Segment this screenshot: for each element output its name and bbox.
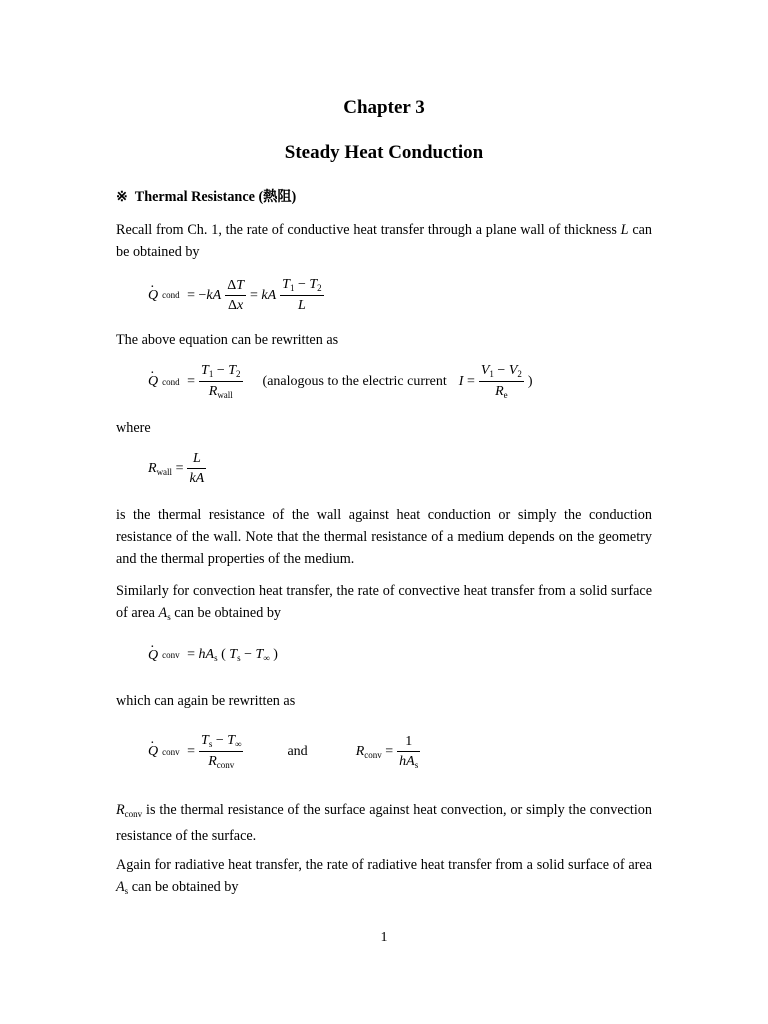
page-number: 1	[380, 930, 388, 945]
reference-mark-icon: ※	[116, 189, 128, 205]
paragraph-where: where	[116, 420, 151, 436]
paragraph-7: Again for radiative heat transfer, the rate of radiative heat transfer from a solid surface of area $A_s$ can be obtained by	[116, 857, 652, 896]
equation-conduction-resistance-form: · Q cond = $\frac{T_1 - T_2}{R_{wall}}$ (analogous to the electric current I = $\frac{V_1 - V_2}{R_e}$ )	[148, 364, 533, 400]
paragraph-4: Similarly for convection heat transfer, the rate of convective heat transfer from a solid surface of area $A_s$ can be obtained by	[116, 583, 652, 622]
paragraph-5: which can again be rewritten as	[116, 693, 296, 709]
equation-convection-resistance-form: · Q conv = $\frac{T_s - T_\infty}{R_{conv}}$ and $R_{conv}$ = $\frac{1}{hA_s}$	[148, 734, 420, 770]
section-heading-text: Thermal Resistance (熱阻)	[134, 189, 297, 205]
section-heading	[116, 186, 652, 208]
paragraph-2: The above equation can be rewritten as	[116, 332, 339, 348]
equation-convection-rate: · Q conv = $hA_s$ ( $T_s - T_\infty$ )	[148, 648, 278, 663]
paragraph-3: is the thermal resistance of the wall against heat conduction or simply the conduction resistance of the wall. Note that the thermal resistance of a medium depends on the geometry and the thermal properties of the medium.	[116, 507, 652, 567]
equation-conduction-rate: · Q cond = −kA $\frac{\Delta T}{\Delta x}$ = kA $\frac{T_1 - T_2}{L}$	[148, 278, 324, 313]
chapter-heading: Chapter 3	[343, 97, 425, 118]
paragraph-6: $R_{conv}$ is the thermal resistance of the surface against heat convection, or simply the convection resistance of the surface.	[116, 802, 652, 844]
equation-wall-resistance: $R_{wall}$ = $\frac{L}{kA}$	[148, 451, 205, 486]
page-title: Steady Heat Conduction	[284, 142, 484, 163]
paragraph-1: Recall from Ch. 1, the rate of conductive heat transfer through a plane wall of thickness L can be obtained by	[116, 222, 653, 260]
